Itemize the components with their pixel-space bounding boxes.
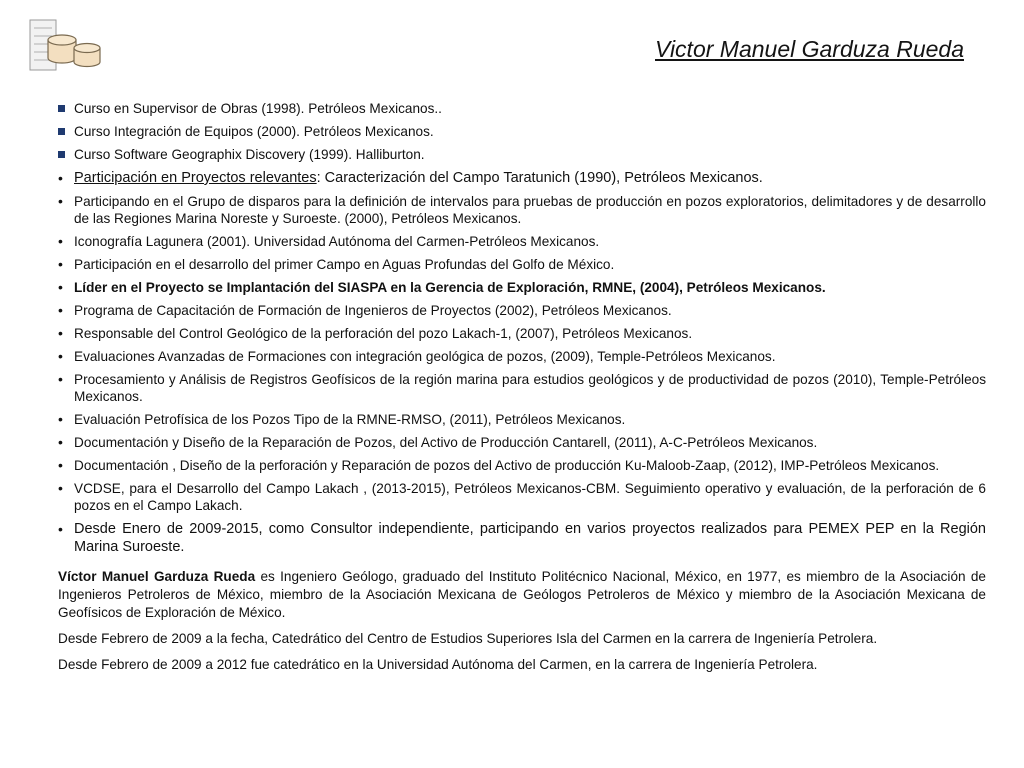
bio-paragraph <box>58 568 986 622</box>
list-item-text: Responsable del Control Geológico de la perforación del pozo Lakach-1, (2007), Petróleos Mexicanos. <box>74 326 693 341</box>
list-item-text: Participación en el desarrollo del primer Campo en Aguas Profundas del Golfo de México. <box>74 257 615 272</box>
list-item-text: VCDSE, para el Desarrollo del Campo Lakach , (2013-2015), Petróleos Mexicanos-CBM. Seguimiento operativo y evaluación, de la perforación de 6 pozos en el Campo Lakach. <box>74 481 986 513</box>
list-item <box>58 480 986 514</box>
bullet-icon <box>58 480 63 497</box>
list-item <box>58 256 986 273</box>
list-item <box>58 123 986 140</box>
list-item <box>58 233 986 250</box>
page-title: Victor Manuel Garduza Rueda <box>655 36 964 62</box>
bullet-icon <box>58 256 63 273</box>
list-item-text: Documentación y Diseño de la Reparación de Pozos, del Activo de Producción Cantarell, (2011), A-C-Petróleos Mexicanos. <box>74 435 818 450</box>
list-item <box>58 193 986 227</box>
list-item-text: Iconografía Lagunera (2001). Universidad Autónoma del Carmen-Petróleos Mexicanos. <box>74 234 600 249</box>
bullet-icon <box>58 233 63 250</box>
bio-paragraph-2: Desde Febrero de 2009 a la fecha, Catedrático del Centro de Estudios Superiores Isla del Carmen en la carrera de Ingeniería Petrolera. <box>58 631 878 646</box>
list-item-text: Desde Enero de 2009-2015, como Consultor independiente, participando en varios proyectos realizados para PEMEX PEP en la Región Marina Suroeste. <box>74 521 986 555</box>
list-item-text: Curso Software Geographix Discovery (1999). Halliburton. <box>74 147 425 162</box>
list-item <box>58 146 986 163</box>
list-item <box>58 371 986 405</box>
list-item <box>58 302 986 319</box>
square-bullet-icon <box>58 128 65 135</box>
database-cylinders-icon <box>28 18 108 78</box>
list-item-text: Evaluación Petrofísica de los Pozos Tipo de la RMNE-RMSO, (2011), Petróleos Mexicanos. <box>74 412 626 427</box>
square-bullet-icon <box>58 105 65 112</box>
list-item-text: Evaluaciones Avanzadas de Formaciones con integración geológica de pozos, (2009), Temple-Petróleos Mexicanos. <box>74 349 776 364</box>
logo <box>28 18 108 78</box>
list-item-text: Curso en Supervisor de Obras (1998). Petróleos Mexicanos.. <box>74 101 442 116</box>
bullet-icon <box>58 457 63 474</box>
list-item <box>58 348 986 365</box>
projects-heading <box>58 169 986 187</box>
bullet-icon <box>58 325 63 342</box>
bio-name: Víctor Manuel Garduza Rueda <box>58 569 256 584</box>
list-item-text: Líder en el Proyecto se Implantación del SIASPA en la Gerencia de Exploración, RMNE, (2004), Petróleos Mexicanos. <box>74 280 826 295</box>
bullet-icon <box>58 411 63 428</box>
list-item <box>58 520 986 556</box>
list-item <box>58 325 986 342</box>
list-item-text: Programa de Capacitación de Formación de Ingenieros de Proyectos (2002), Petróleos Mexicanos. <box>74 303 672 318</box>
list-item <box>58 434 986 451</box>
bio-text: es Ingeniero Geólogo, graduado del Instituto Politécnico Nacional, México, en 1977, es miembro de la Asociación de Ingenieros Petroleros de México, miembro de la Asociación Mexicana de Geólogos Petroleros de México y miembro de la Asociación Mexicana de Geofísicos de Exploración de México. <box>58 569 986 620</box>
list-item-text: Participando en el Grupo de disparos para la definición de intervalos para pruebas de producción en pozos exploratorios, delimitadores y de desarrollo de las Regiones Marina Noreste y Suroeste. (2000), Petróleos Mexicanos. <box>74 194 986 226</box>
bullet-icon <box>58 302 63 319</box>
bullet-icon <box>58 193 63 210</box>
list-item <box>58 457 986 474</box>
bullet-icon <box>58 169 63 188</box>
bio-paragraph-3: Desde Febrero de 2009 a 2012 fue catedrático en la Universidad Autónoma del Carmen, en la carrera de Ingeniería Petrolera. <box>58 657 818 672</box>
list-item <box>58 279 986 296</box>
bullet-icon <box>58 348 63 365</box>
main-content <box>58 100 986 674</box>
list-item-text: Documentación , Diseño de la perforación y Reparación de pozos del Activo de producción Ku-Maloob-Zaap, (2012), IMP-Petróleos Mexicanos. <box>74 458 940 473</box>
square-bullet-icon <box>58 151 65 158</box>
list-item <box>58 411 986 428</box>
list-item-text: Procesamiento y Análisis de Registros Geofísicos de la región marina para estudios geológicos y de productividad de pozos (2010), Temple-Petróleos Mexicanos. <box>74 372 986 404</box>
list-item <box>58 100 986 117</box>
bullet-icon <box>58 520 63 539</box>
projects-heading-rest: : Caracterización del Campo Taratunich (1990), Petróleos Mexicanos. <box>316 170 763 186</box>
bullet-icon <box>58 371 63 388</box>
projects-heading-label: Participación en Proyectos relevantes <box>74 170 317 186</box>
bullet-icon <box>58 279 63 296</box>
bullet-icon <box>58 434 63 451</box>
courses-list <box>58 100 986 556</box>
list-item-text: Curso Integración de Equipos (2000). Petróleos Mexicanos. <box>74 124 434 139</box>
